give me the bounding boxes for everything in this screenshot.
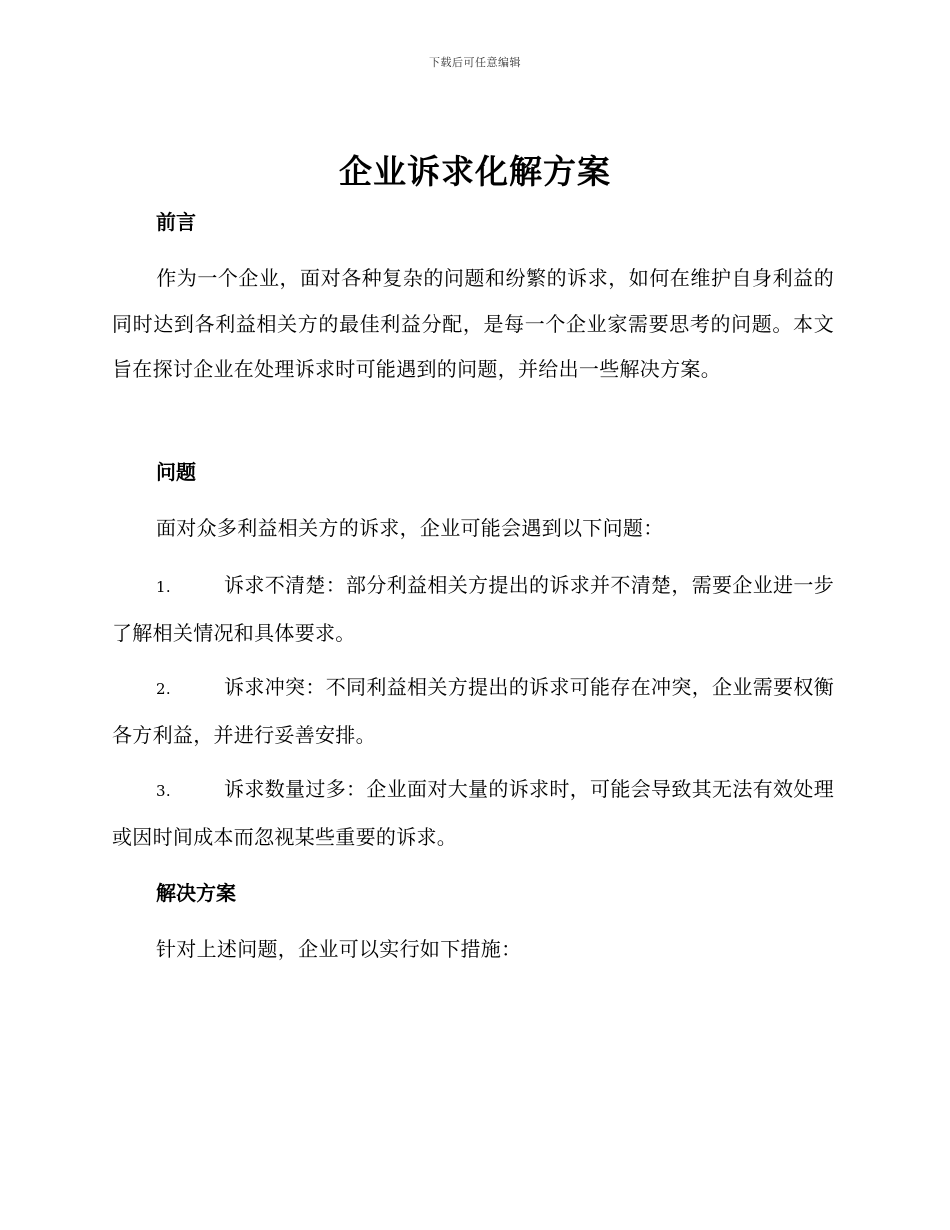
preface-paragraph (112, 256, 834, 393)
section-heading-problems: 问题 (156, 460, 196, 484)
problems-intro-text: 面对众多利益相关方的诉求，企业可能会遇到以下问题： (156, 516, 664, 540)
solutions-intro-text: 针对上述问题，企业可以实行如下措施： (156, 937, 522, 961)
list-item-text: 诉求数量过多：企业面对大量的诉求时，可能会导致其无法有效处理或因时间成本而忽视某些重要的诉求。 (112, 777, 834, 849)
list-item (112, 563, 834, 656)
list-item-number: 2. (156, 680, 171, 698)
header-note: 下载后可任意编辑 (429, 56, 521, 69)
document-title: 企业诉求化解方案 (339, 152, 611, 191)
preface-paragraph-text: 作为一个企业，面对各种复杂的问题和纷繁的诉求，如何在维护自身利益的同时达到各利益相关方的最佳利益分配，是每一个企业家需要思考的问题。本文旨在探讨企业在处理诉求时可能遇到的问题，并给出一些解决方案。 (112, 266, 834, 381)
list-item (112, 767, 834, 860)
solutions-intro (112, 927, 834, 973)
list-item-number: 3. (156, 782, 171, 800)
list-item-text: 诉求冲突：不同利益相关方提出的诉求可能存在冲突，企业需要权衡各方利益，并进行妥善安排。 (112, 675, 834, 747)
section-heading-preface: 前言 (156, 210, 196, 234)
problems-intro (112, 506, 834, 552)
list-item (112, 665, 834, 758)
list-item-text: 诉求不清楚：部分利益相关方提出的诉求并不清楚，需要企业进一步了解相关情况和具体要求。 (112, 573, 834, 645)
list-item-number: 1. (156, 578, 171, 596)
section-heading-solutions: 解决方案 (156, 881, 236, 905)
